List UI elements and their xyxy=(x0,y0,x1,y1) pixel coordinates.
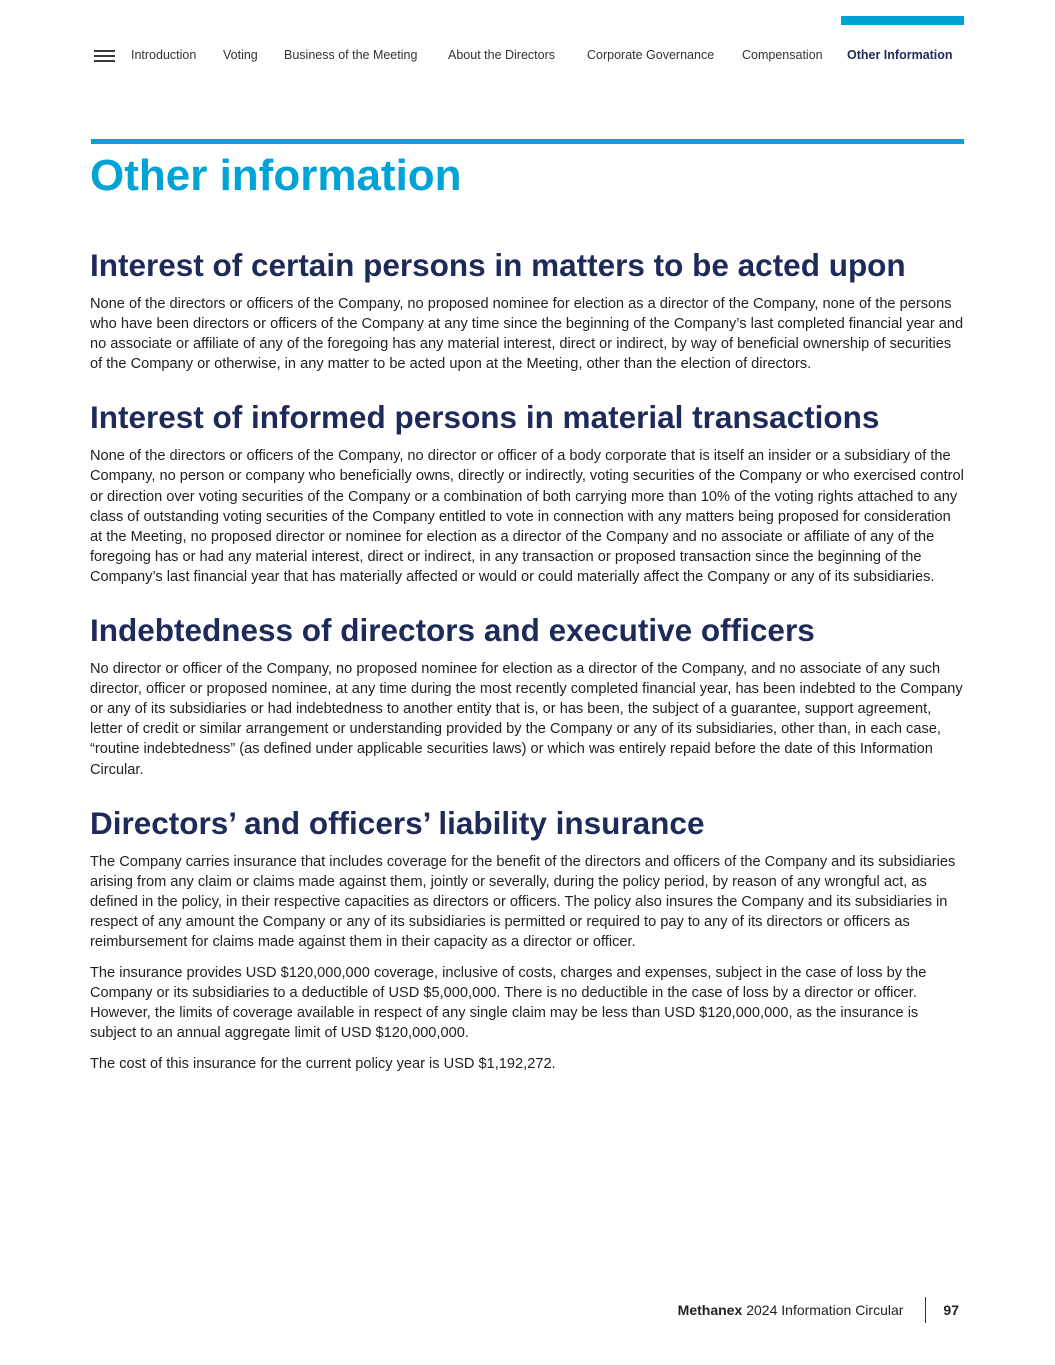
section-heading: Directors’ and officers’ liability insurance xyxy=(90,804,705,841)
footer-doc-title: 2024 Information Circular xyxy=(746,1302,904,1318)
footer-divider xyxy=(925,1297,926,1323)
top-navigation xyxy=(94,46,964,66)
page-number: 97 xyxy=(943,1302,959,1318)
nav-item-voting[interactable]: Voting xyxy=(223,48,258,62)
section-paragraph: The insurance provides USD $120,000,000 coverage, inclusive of costs, charges and expenses, subject in the case of loss by the Company or its subsidiaries to a deductible of USD $5,000,000. There is no deductible in the case of loss by a director or officer. However, the limits of coverage available in respect of any single claim may be less than USD $120,000,000, as the insurance is subject to an annual aggregate limit of USD $120,000,000. xyxy=(90,965,927,1042)
section-interest-of-certain-persons xyxy=(90,244,964,374)
section-interest-of-informed-persons xyxy=(90,396,964,587)
section-paragraph: The Company carries insurance that includes coverage for the benefit of the directors and officers of the Company and its subsidiaries arising from any claim or claims made against them, jointly or severally, during the policy period, by reason of any wrongful act, as defined in the policy, in their respective capacities as directors or officers. The policy also insures the Company and its subsidiaries in respect of any amount the Company or any of its subsidiaries is permitted or required to pay to any of its directors or officers as reimbursement for claims made against them in their capacity as a director or officer. xyxy=(90,853,956,950)
section-heading: Indebtedness of directors and executive officers xyxy=(90,612,815,649)
title-rule xyxy=(91,139,964,144)
section-heading: Interest of certain persons in matters to be acted upon xyxy=(90,247,906,283)
section-liability-insurance xyxy=(90,802,964,1075)
hamburger-menu-icon[interactable] xyxy=(94,50,115,62)
page-footer xyxy=(678,1297,959,1323)
section-paragraph: The cost of this insurance for the current policy year is USD $1,192,272. xyxy=(90,1056,556,1073)
nav-item-about-the-directors[interactable]: About the Directors xyxy=(448,48,555,62)
footer-brand: Methanex xyxy=(677,1302,743,1318)
section-paragraph: No director or officer of the Company, no proposed nominee for election as a director of the Company, and no associate of any such director, officer or proposed nominee, at any time during the most recently completed financial year, has been indebted to the Company or any of its subsidiaries or had indebtedness to another entity that is, or has been, the subject of a guarantee, support agreement, letter of credit or similar arrangement or understanding provided by the Company or any of its subsidiaries, other than, in each case, “routine indebtedness” (as defined under applicable securities laws) or which was entirely repaid before the date of this Information Circular. xyxy=(90,661,963,778)
page-title: Other information xyxy=(90,151,462,200)
nav-item-corporate-governance[interactable]: Corporate Governance xyxy=(587,48,715,62)
section-paragraph: None of the directors or officers of the Company, no director or officer of a body corporate that is itself an insider or a subsidiary of the Company, no person or company who beneficially owns, directly or indirectly, voting securities of the Company or who exercised control or direction over voting securities of the Company or a combination of both carrying more than 10% of the voting rights attached to any class of outstanding voting securities of the Company entitled to vote in connection with any matters being proposed for consideration at the Meeting, no proposed director or nominee for election as a director of the Company and no associate or affiliate of any of the foregoing has or had any material interest, direct or indirect, in any transaction or proposed transaction since the beginning of the Company’s last financial year that has materially affected or would or could materially affect the Company or any of its subsidiaries. xyxy=(90,448,964,585)
section-paragraph: None of the directors or officers of the Company, no proposed nominee for election as a director of the Company, none of the persons who have been directors or officers of the Company at any time since the beginning of the Company’s last completed financial year and no associate or affiliate of any of the foregoing has any material interest, direct or indirect, by way of beneficial ownership of securities of the Company or otherwise, in any matter to be acted upon at the Meeting, other than the election of directors. xyxy=(90,296,964,373)
nav-item-other-information[interactable]: Other Information xyxy=(847,48,953,62)
nav-item-compensation[interactable]: Compensation xyxy=(742,48,823,62)
top-accent-bar xyxy=(841,16,964,25)
section-heading: Interest of informed persons in material transactions xyxy=(90,399,880,436)
nav-item-business-of-the-meeting[interactable]: Business of the Meeting xyxy=(284,48,418,62)
nav-item-introduction[interactable]: Introduction xyxy=(131,48,197,62)
main-content xyxy=(90,244,964,1097)
section-indebtedness xyxy=(90,609,964,780)
